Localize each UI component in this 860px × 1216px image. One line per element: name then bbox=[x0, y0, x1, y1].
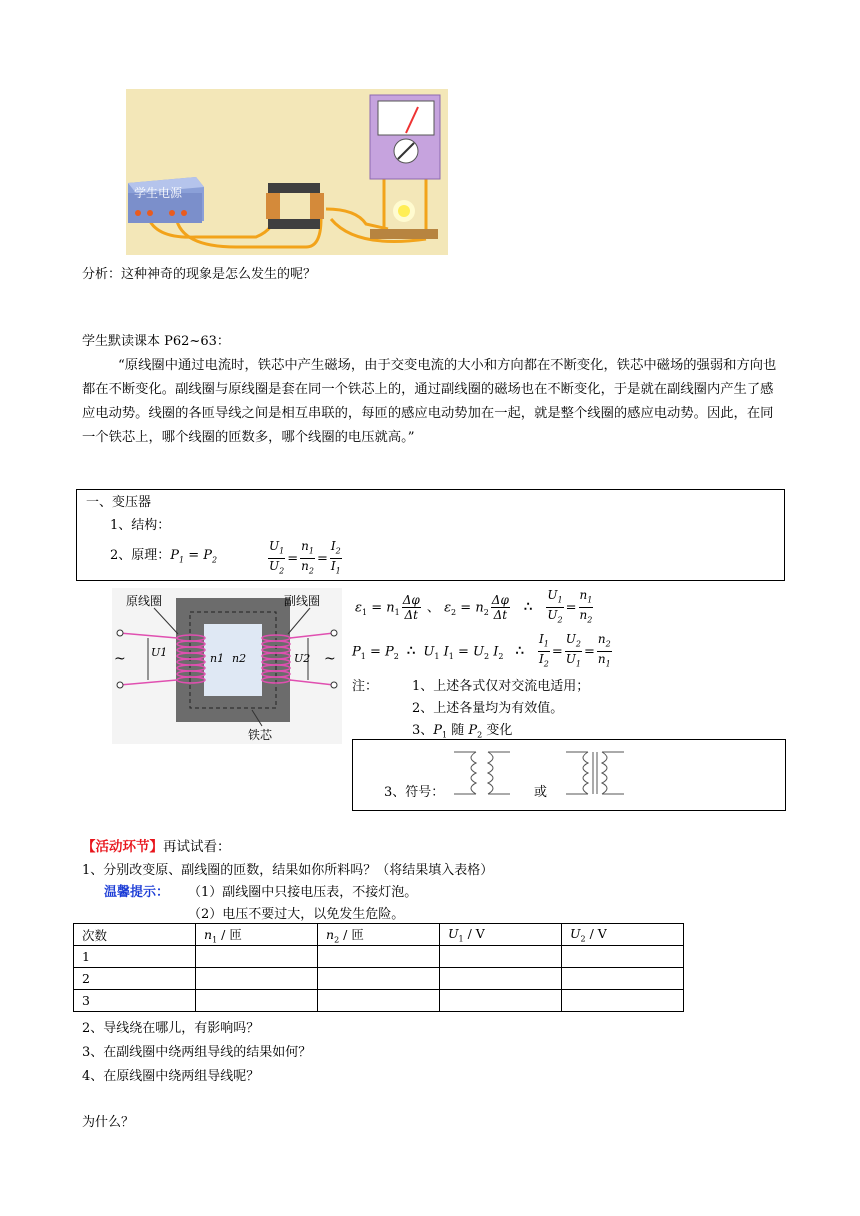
principle-label: 2、原理： bbox=[110, 548, 171, 563]
header-cell: $n_2$ / 匝 bbox=[318, 924, 440, 946]
table-cell[interactable] bbox=[318, 990, 440, 1012]
activity-question-1: 1、分别改变原、副线圈的匝数，结果如你所料吗？（将结果填入表格） bbox=[82, 863, 494, 878]
power-supply-label: 学生电源 bbox=[134, 186, 183, 200]
symbol-or: 或 bbox=[534, 785, 548, 800]
structure-item: 1、结构： bbox=[110, 518, 171, 533]
transformer-symbol-1 bbox=[452, 750, 512, 796]
question-4: 4、在原线圈中绕两组导线呢？ bbox=[82, 1069, 260, 1084]
table-row bbox=[74, 968, 684, 990]
transformer-diagram bbox=[112, 588, 342, 744]
table-row bbox=[74, 946, 684, 968]
core-label: 铁芯 bbox=[248, 728, 273, 742]
note-3: 3、$P_1$ 随 $P_2$ 变化 bbox=[412, 723, 513, 740]
table-cell[interactable] bbox=[440, 946, 562, 968]
ac-symbol-right: ~ bbox=[324, 651, 336, 667]
table-cell[interactable] bbox=[562, 946, 684, 968]
table-cell[interactable] bbox=[440, 968, 562, 990]
emf-formula: $\varepsilon_1 = n_1$ $\frac{\Delta\varphi}{\Delta t}$ 、 $\varepsilon_2 = n_2$ $\frac{\Delta\varphi}{\Delta t}$ ∴ $\frac{U_1}{U_2}$ = $\frac{n_1}{n_2}$ bbox=[355, 588, 593, 625]
header-cell: 次数 bbox=[74, 924, 196, 946]
table-cell[interactable] bbox=[318, 946, 440, 968]
tip-2: （2）电压不要过大，以免发生危险。 bbox=[188, 907, 405, 922]
power-equation: $P_1 = P_2$ bbox=[170, 548, 218, 565]
power-formula: $P_1 = P_2$ ∴ $U_1$ $I_1 = U_2$ $I_2$ ∴ $\frac{I_1}{I_2}$ = $\frac{U_2}{U_1}$ = $\frac{n_2}{n_1}$ bbox=[352, 632, 611, 669]
question-3: 3、在副线圈中绕两组导线的结果如何？ bbox=[82, 1045, 312, 1060]
u1-label: U1 bbox=[151, 646, 168, 659]
secondary-coil-label: 副线圈 bbox=[284, 594, 321, 608]
tip-label: 温馨提示： bbox=[104, 885, 170, 900]
header-cell: $U_1$ / V bbox=[440, 924, 562, 946]
results-table bbox=[73, 923, 684, 1012]
table-cell[interactable] bbox=[562, 990, 684, 1012]
section-heading: 一、变压器 bbox=[86, 495, 152, 510]
header-cell: $U_2$ / V bbox=[562, 924, 684, 946]
ac-symbol-left: ~ bbox=[114, 651, 126, 667]
table-cell[interactable] bbox=[196, 946, 318, 968]
experiment-photo bbox=[126, 89, 448, 255]
analysis-question: 分析：这种神奇的现象是怎么发生的呢？ bbox=[82, 267, 317, 282]
note-1: 1、上述各式仅对交流电适用； bbox=[412, 679, 590, 694]
symbol-label: 3、符号： bbox=[384, 785, 445, 800]
activity-heading: 【活动环节】再试试看： bbox=[82, 839, 231, 855]
primary-coil-label: 原线圈 bbox=[126, 594, 163, 608]
reading-title: 学生默读课本 P62~63： bbox=[82, 334, 230, 349]
note-2: 2、上述各量均为有效值。 bbox=[412, 701, 564, 716]
n1-label: n1 bbox=[210, 652, 225, 665]
question-2: 2、导线绕在哪儿，有影响吗？ bbox=[82, 1021, 260, 1036]
tip-1: （1）副线圈中只接电压表，不接灯泡。 bbox=[188, 885, 418, 900]
table-cell: 1 bbox=[74, 946, 196, 968]
table-cell[interactable] bbox=[562, 968, 684, 990]
table-cell[interactable] bbox=[318, 968, 440, 990]
notes-label: 注： bbox=[352, 679, 379, 694]
table-cell[interactable] bbox=[196, 968, 318, 990]
why-question: 为什么？ bbox=[82, 1115, 135, 1130]
table-cell[interactable] bbox=[440, 990, 562, 1012]
principle-item bbox=[110, 547, 217, 570]
table-header-row bbox=[74, 924, 684, 946]
u2-label: U2 bbox=[294, 652, 311, 665]
header-cell: $n_1$ / 匝 bbox=[196, 924, 318, 946]
transformer-symbol-2 bbox=[564, 750, 626, 796]
n2-label: n2 bbox=[232, 652, 247, 665]
table-cell: 3 bbox=[74, 990, 196, 1012]
table-cell: 2 bbox=[74, 968, 196, 990]
table-row bbox=[74, 990, 684, 1012]
ratio-formula: $\frac{U_1}{U_2}$ = $\frac{n_1}{n_2}$ = $\frac{I_2}{I_1}$ bbox=[269, 539, 341, 576]
textbook-quote: “原线圈中通过电流时，铁芯中产生磁场，由于交变电流的大小和方向都在不断变化，铁芯中磁场的强弱和方向也都在不断变化。副线圈与原线圈是套在同一个铁芯上的，通过副线圈的磁场也在不断变化，于是就在副线圈内产生了感应电动势。线圈的各匝导线之间是相互串联的，每匝的感应电动势加在一起，就是整个线圈的感应电动势。因此，在同一个铁芯上，哪个线圈的匝数多，哪个线圈的电压就高。” bbox=[82, 358, 777, 445]
table-cell[interactable] bbox=[196, 990, 318, 1012]
